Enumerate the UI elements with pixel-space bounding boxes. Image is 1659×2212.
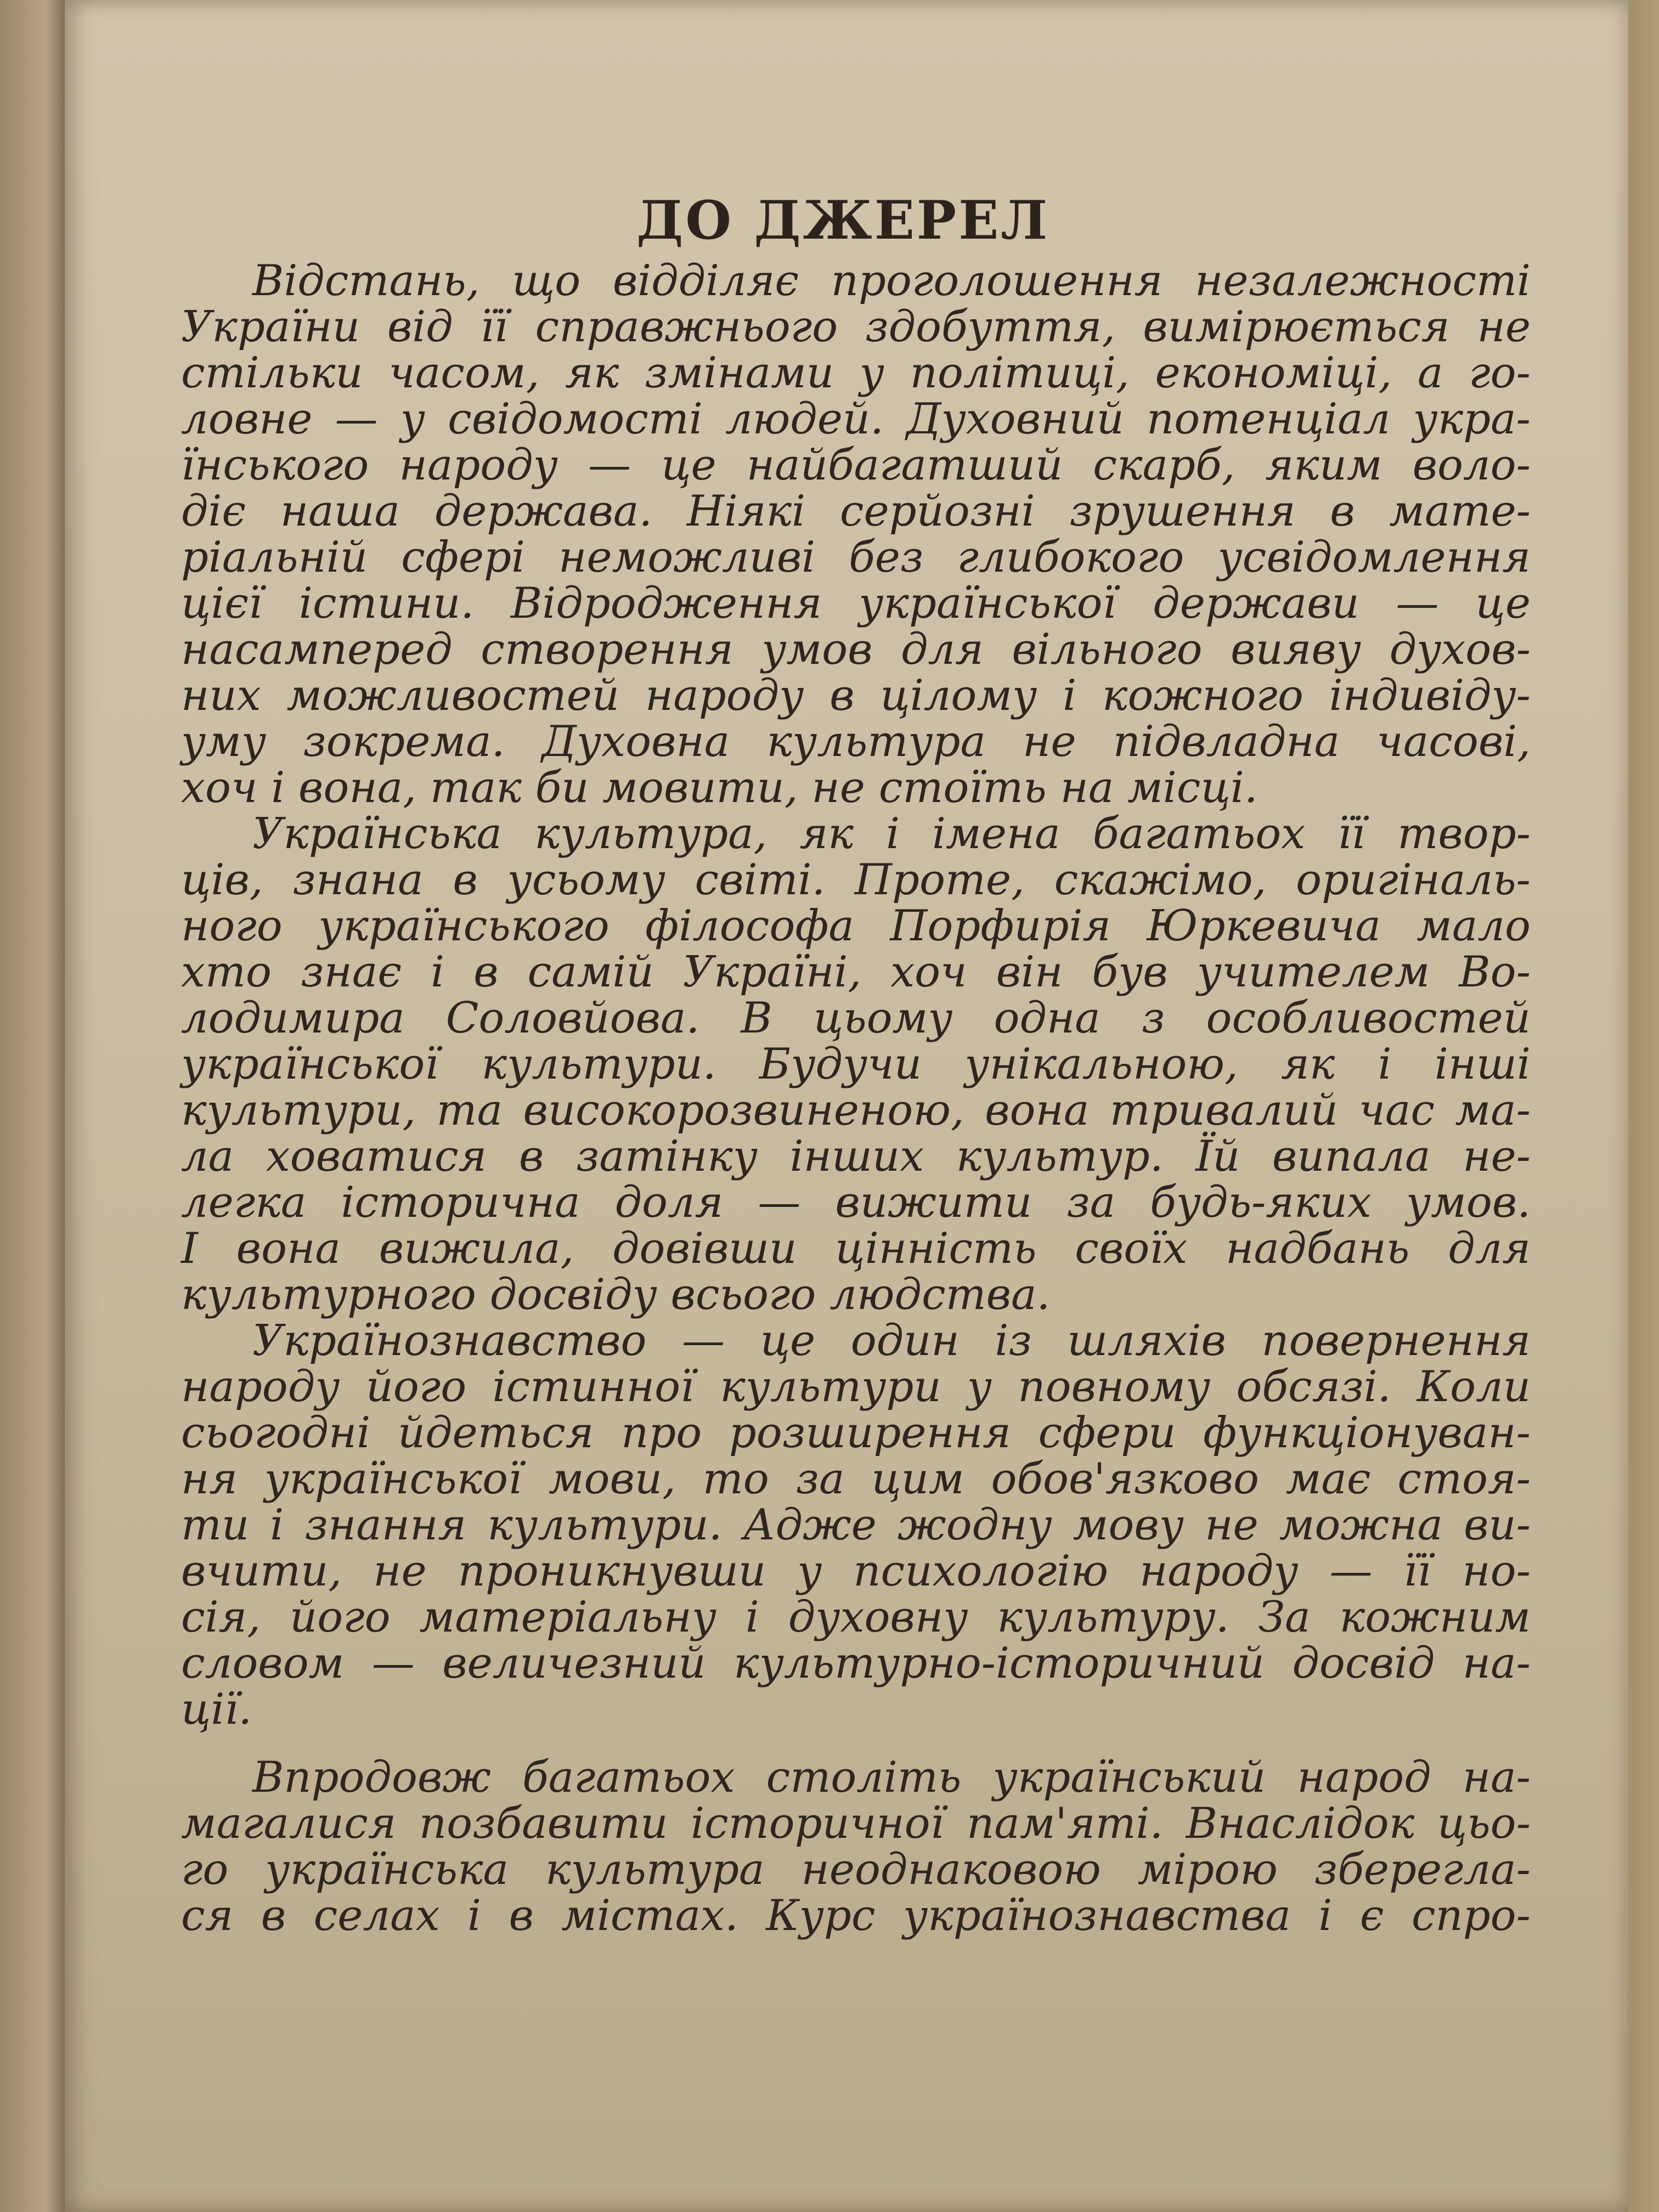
text-line: ців, знана в усьому світі. Проте, скажімо, оригіналь- [181,855,1531,905]
paragraph [181,811,1531,1318]
text-line: вчити, не проникнувши у психологію народу — її но- [181,1547,1531,1596]
text-line: лодимира Соловйова. В цьому одна з особливостей [181,994,1531,1043]
chapter-title: ДО ДЖЕРЕЛ [636,189,1050,251]
text-line: магалися позбавити історичної пам'яті. Внаслідок цьо- [181,1799,1531,1848]
text-line: Відстань, що відділяє проголошення незалежності [252,256,1531,306]
paragraph [181,1318,1531,1733]
text-line: ції. [181,1685,252,1734]
text-line: народу його істинної культури у повному обсязі. Коли [181,1362,1531,1412]
text-line: діє наша держава. Ніякі серйозні зрушення в мате- [181,487,1531,536]
text-line: хто знає і в самій Україні, хоч він був учителем Во- [181,947,1531,997]
text-line: їнського народу — це найбагатший скарб, яким воло- [181,441,1531,490]
text-line: словом — величезний культурно-історичний досвід на- [181,1639,1531,1688]
text-line: Впродовж багатьох століть український народ на- [252,1753,1531,1802]
text-line: хоч і вона, так би мовити, не стоїть на місці. [181,763,1258,812]
text-line: цієї істини. Відродження української держави — це [181,579,1531,628]
text-line: Українознавство — це один із шляхів повернення [252,1316,1531,1365]
text-line: легка історична доля — вижити за будь-яких умов. [181,1178,1531,1227]
text-line: ла ховатися в затінку інших культур. Їй випала не- [181,1132,1531,1181]
text-line: ріальній сфері неможливі без глибокого усвідомлення [181,533,1531,582]
text-line: України від її справжнього здобуття, вимірюється не [181,302,1531,352]
text-line: культурного досвіду всього людства. [181,1270,1051,1319]
text-line: насамперед створення умов для вільного вияву духов- [181,625,1531,674]
body-text [181,258,1531,1939]
text-line: уму зокрема. Духовна культура не підвладна часові, [181,717,1531,766]
previous-page-edge [0,0,66,2212]
text-line: культури, та високорозвиненою, вона тривалий час ма- [181,1086,1531,1135]
paragraph [181,258,1531,811]
text-line: ловне — у свідомості людей. Духовний потенціал укра- [181,394,1531,444]
text-line: стільки часом, як змінами у політиці, економіці, а го- [181,348,1531,398]
page-right-edge [1628,0,1659,2212]
text-line: ного українського філософа Порфирія Юркевича мало [181,901,1531,951]
text-line: го українська культура неоднаковою мірою збереглa- [181,1845,1531,1894]
paragraph [181,1754,1531,1939]
text-line: ня української мови, то за цим обов'язково має стоя- [181,1454,1531,1504]
text-line: сія, його матеріальну і духовну культуру. За кожним [181,1593,1531,1642]
text-line: ти і знання культури. Адже жодну мову не можна ви- [181,1500,1531,1550]
paragraph-gap [181,1733,1531,1754]
text-line: української культури. Будучи унікальною, як і інші [181,1040,1531,1089]
text-line: сьогодні йдеться про розширення сфери функціонуван- [181,1408,1531,1458]
text-line: Українська культура, як і імена багатьох її твор- [252,809,1531,859]
text-line: ся в селах і в містах. Курс українознавства і є спро- [181,1891,1531,1940]
text-line: І вона вижила, довівши цінність своїх надбань для [181,1224,1531,1273]
text-line: них можливостей народу в цілому і кожного індивіду- [181,671,1531,720]
